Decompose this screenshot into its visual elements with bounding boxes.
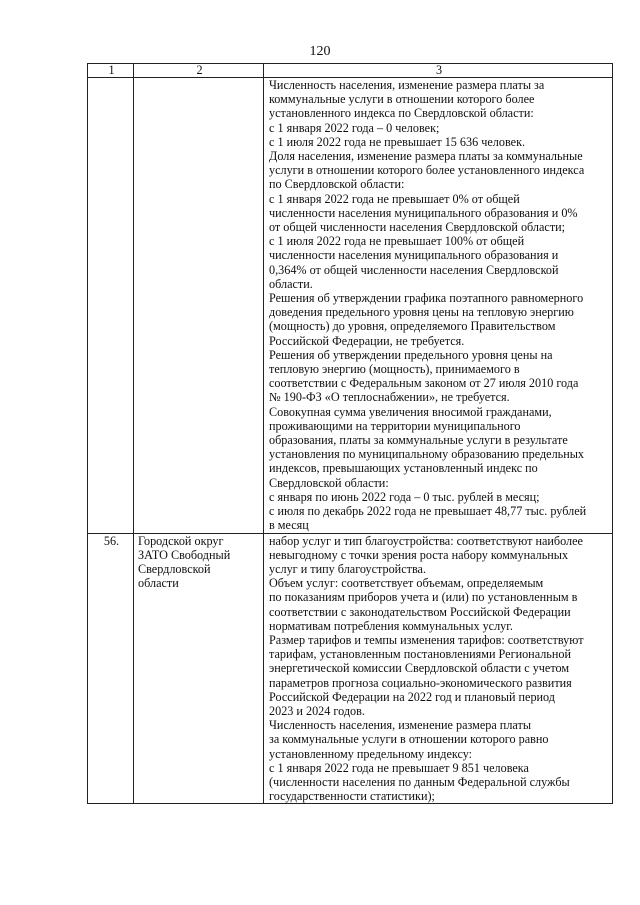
content-line: коммунальные услуги в отношении которого более xyxy=(269,92,535,107)
row-number: 56. xyxy=(88,533,134,804)
content-line: по показаниям приборов учета и (или) по установленным в xyxy=(269,590,578,605)
content-line: соответствии с Федеральным законом от 27 июля 2010 года xyxy=(269,376,579,391)
content-line: образования, платы за коммунальные услуги в результате xyxy=(269,433,568,448)
content-line: установленному предельному индексу: xyxy=(269,746,473,761)
content-line: параметров прогноза социально-экономического развития xyxy=(269,675,572,690)
content-line: 0,364% от общей численности населения Свердловской xyxy=(269,262,559,277)
row-number xyxy=(88,78,134,534)
content-line: 2023 и 2024 годов. xyxy=(269,703,365,718)
content-line: с 1 января 2022 года не превышает 9 851 человека xyxy=(269,760,529,775)
content-line: с 1 июля 2022 года не превышает 100% от общей xyxy=(269,234,525,249)
content-line: численности населения муниципального образования и xyxy=(269,248,559,263)
content-line: с 1 января 2022 года не превышает 0% от общей xyxy=(269,191,520,206)
document-table xyxy=(87,63,613,804)
table-header-row xyxy=(88,64,613,78)
municipality-line: ЗАТО Свободный xyxy=(138,547,231,562)
content-line: услуг и типу благоустройства. xyxy=(269,561,426,576)
table-row xyxy=(88,78,613,534)
content-line: области. xyxy=(269,276,313,291)
municipality-line: области xyxy=(138,576,179,591)
content-line: Решения об утверждении графика поэтапного равномерного xyxy=(269,291,584,306)
content-line: соответствии с законодательством Российской Федерации xyxy=(269,604,571,619)
content-line: услуги в отношении которого более установленного индекса xyxy=(269,163,585,178)
content-line: за коммунальные услуги в отношении которого равно xyxy=(269,732,549,747)
content-line: в месяц xyxy=(269,518,309,533)
content-line: с 1 января 2022 года – 0 человек; xyxy=(269,120,440,135)
column-header: 2 xyxy=(134,64,264,78)
content-line: Российской Федерации, не требуется. xyxy=(269,333,465,348)
municipality-cell xyxy=(134,78,264,534)
column-header: 3 xyxy=(264,64,613,78)
content-line: энергетической комиссии Свердловской области с учетом xyxy=(269,661,570,676)
content-line: невыгодному с точки зрения роста набору коммунальных xyxy=(269,547,569,562)
content-line: от общей численности населения Свердловской области; xyxy=(269,220,566,235)
content-line: Размер тарифов и темпы изменения тарифов: соответствуют xyxy=(269,632,584,647)
content-line: численности населения муниципального образования и 0% xyxy=(269,205,578,220)
content-line: с июля по декабрь 2022 года не превышает 48,77 тыс. рублей xyxy=(269,504,587,519)
content-line: с января по июнь 2022 года – 0 тыс. рублей в месяц; xyxy=(269,489,540,504)
municipality-line: Свердловской xyxy=(138,561,211,576)
content-line: Российской Федерации на 2022 год и плановый период xyxy=(269,689,555,704)
content-line: тепловую энергию (мощность), принимаемого в xyxy=(269,362,520,377)
content-line: государственности статистики); xyxy=(269,789,435,804)
content-line: Доля населения, изменение размера платы за коммунальные xyxy=(269,149,583,164)
municipality-line: Городской округ xyxy=(138,533,224,548)
municipality-cell xyxy=(134,533,264,804)
content-line: Совокупная сумма увеличения вносимой гражданами, xyxy=(269,404,552,419)
content-line: набор услуг и тип благоустройства: соответствуют наиболее xyxy=(269,533,583,548)
column-header: 1 xyxy=(88,64,134,78)
content-line: Численность населения, изменение размера платы xyxy=(269,718,532,733)
content-line: индексов, превышающих установленный индекс по xyxy=(269,461,538,476)
content-line: Численность населения, изменение размера платы за xyxy=(269,78,545,92)
content-cell xyxy=(264,533,613,804)
content-line: № 190-ФЗ «О теплоснабжении», не требуется. xyxy=(269,390,510,405)
content-line: установленного индекса по Свердловской области: xyxy=(269,106,534,121)
page-number: 120 xyxy=(309,44,331,59)
content-line: (численности населения по данным Федеральной службы xyxy=(269,774,570,789)
content-line: Объем услуг: соответствует объемам, определяемым xyxy=(269,576,544,591)
content-line: по Свердловской области: xyxy=(269,177,405,192)
content-line: доведения предельного уровня цены на тепловую энергию xyxy=(269,305,574,320)
table-row xyxy=(88,533,613,804)
content-line: Свердловской области: xyxy=(269,475,389,490)
content-line: (мощность) до уровня, определяемого Правительством xyxy=(269,319,556,334)
content-line: проживающими на территории муниципального xyxy=(269,418,521,433)
content-line: Решения об утверждении предельного уровня цены на xyxy=(269,347,553,362)
content-line: установления по муниципальному образованию предельных xyxy=(269,447,585,462)
content-line: нормативам потребления коммунальных услуг. xyxy=(269,618,513,633)
content-cell xyxy=(264,78,613,534)
content-line: с 1 июля 2022 года не превышает 15 636 человек. xyxy=(269,134,526,149)
content-line: тарифам, установленным постановлениями Региональной xyxy=(269,647,571,662)
